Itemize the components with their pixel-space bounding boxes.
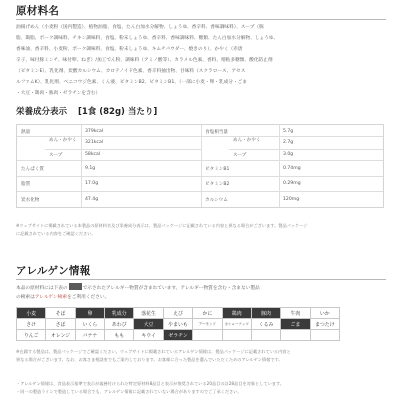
nutrition-value: 321kcal (85, 140, 104, 145)
allergen-cell: いか (310, 308, 339, 319)
nutrition-value: 58kcal (85, 152, 101, 157)
allergen-heading: アレルゲン情報 (16, 265, 91, 277)
allergen-cell-empty (222, 330, 251, 341)
nutrition-value: 2.7g (283, 140, 294, 145)
ingredients-line: 脂、鶏脂、ポーク調味料、チキン調味料、食塩、粉末しょうゆ、香辛料、香味調味料、糖類、たん白加水分解物、しょうゆ、 (16, 36, 279, 41)
ingredients-text (16, 22, 384, 99)
allergen-legend-swatch (69, 283, 82, 290)
allergen-cell: キウイ (134, 330, 163, 341)
nutrition-value: 47.4g (85, 197, 99, 202)
allergen-cell: 豚肉 (251, 308, 280, 319)
nutrition-value: 379kcal (85, 129, 104, 134)
allergen-note (16, 348, 384, 363)
ingredients-line: 香味油、香辛料、小麦粉、ポーク調味料、食塩、粉末しょうゆ、キムチパウダー、焼きのり）、かやく（赤唐 (16, 47, 243, 52)
ingredients-line: 油揚げめん（小麦粉（国内製造）、植物油脂、食塩、たん白加水分解物、しょうゆ、香辛料、香味調味料）、スープ（豚 (16, 25, 264, 30)
allergen-description: 本品の原材料には下表の で示されたアレルギー物質が含まれています。アレルギー物質を含む・含まない製品 の検索はアレルゲン検索をご利用ください。 (16, 283, 386, 302)
nutrition-sublabel: スープ (49, 153, 63, 158)
allergen-row (17, 319, 340, 330)
allergen-cell-empty (281, 330, 310, 341)
allergen-cell: 落花生 (134, 308, 163, 319)
allergen-cell: えび (163, 308, 192, 319)
allergen-cell: 鶏肉 (222, 308, 251, 319)
nutrition-value: 17.0g (85, 181, 99, 186)
nutrition-value: 0.29mg (283, 181, 301, 186)
allergen-cell: やまいも (163, 319, 192, 330)
nutrition-value: 9.1g (85, 166, 96, 171)
nutrition-table (16, 124, 384, 208)
allergen-cell: オレンジ (46, 330, 75, 341)
allergen-cell: あわび (105, 319, 134, 330)
allergen-cell-empty (193, 330, 222, 341)
allergen-cell: 乳成分 (105, 308, 134, 319)
allergen-note-line: ・アレルゲン情報は、食品表示基準で表示が義務付けられた特定原材料8品目と表示が推奨されている20品目の計28品目を対象としています。 (16, 381, 284, 386)
nutrition-label: ビタミンB1 (205, 167, 230, 172)
allergen-cell: いくら (75, 319, 104, 330)
allergen-cell: もも (105, 330, 134, 341)
nutrition-label: 食塩相当量 (205, 130, 228, 135)
nutrition-sublabel: めん・かやく (233, 138, 261, 143)
nutrition-label: たんぱく質 (21, 167, 44, 172)
allergen-note-line: ※在籍する製品は、製品パッケージでご確認ください。ウェブサイトに掲載されているアレルゲン情報は、製品パッケージに記載されている内容と (16, 349, 291, 354)
allergen-cell: まつたけ (310, 319, 339, 330)
nutrition-label: 熱量 (21, 130, 31, 135)
nutrition-heading-row (16, 105, 157, 117)
nutrition-note (16, 222, 384, 237)
ingredients-divider (16, 19, 386, 20)
nutrition-label: 炭水化物 (21, 198, 40, 203)
nutrition-note-line: に記載されている内容をご確認ください。 (16, 230, 96, 236)
allergen-cell: さば (46, 319, 75, 330)
nutrition-sublabel: スープ (233, 153, 247, 158)
nutrition-value: 5.7g (283, 129, 294, 134)
allergen-cell: かに (193, 308, 222, 319)
allergen-table (16, 307, 340, 341)
allergen-cell: くるみ (251, 319, 280, 330)
allergen-cell: そば (46, 308, 75, 319)
nutrition-sublabel: めん・かやく (49, 138, 77, 143)
nutrition-note-line: ※ウェブサイトに掲載されている本製品の原材料名及び栄養成分表示は、製品パッケージに記載されている内容と異なる場合がございます。製品パッケージ (16, 223, 308, 228)
nutrition-label: ビタミンB2 (205, 182, 230, 187)
nutrition-label: 脂質 (21, 182, 31, 187)
ingredients-line: ルファムK）、乳化剤、ベニコウジ色素、くん液、ビタミンB2、ビタミンB1、（一部に小麦・卵・乳成分・ごま (16, 80, 248, 85)
allergen-cell: ごま (281, 319, 310, 330)
allergen-cell: 大豆 (134, 319, 163, 330)
allergen-cell: 卵 (75, 308, 104, 319)
allergen-search-link[interactable]: アレルゲン検索 (34, 295, 68, 300)
allergen-cell: りんご (17, 330, 46, 341)
allergen-cell: アーモンド (193, 319, 222, 330)
allergen-cell-empty (310, 330, 339, 341)
allergen-cell: バナナ (75, 330, 104, 341)
nutrition-value: 120mg (283, 197, 300, 202)
nutrition-value: 0.74mg (283, 166, 301, 171)
ingredients-heading: 原材料名 (16, 5, 60, 17)
allergen-cell: 牛肉 (281, 308, 310, 319)
nutrition-heading: 栄養成分表示 (16, 107, 68, 117)
ingredients-line: （ビタミンE）、乳化剤、炭酸カルシウム、カロテノイド色素、香辛料抽出物、甘味料（スクラロース、アセス (16, 69, 246, 74)
allergen-cell-empty (251, 330, 280, 341)
allergen-cell: ゼラチン (163, 330, 192, 341)
allergen-scope-note (16, 380, 384, 395)
allergen-cell: 小麦 (17, 308, 46, 319)
ingredients-line: ・大豆・鶏肉・豚肉・ゼラチンを含む） (16, 91, 101, 96)
ingredients-line: 辛子、味付豚ミンチ、味付卵、ねぎ）/加工でん粉、調味料（アミノ酸等）、カラメル色素、香料、増粘多糖類、酸化防止剤 (16, 58, 273, 63)
allergen-note-line: 異なる場合がございます。なお、お客さま相談室でもご案内しております。お客様に合った製品を選んでいただくためのアレルゲン情報です。 (16, 356, 283, 362)
allergen-row (17, 308, 340, 319)
allergen-row (17, 330, 340, 341)
allergen-cell: カシューナッツ (222, 319, 251, 330)
nutrition-label: カルシウム (205, 198, 228, 203)
nutrition-serving: [1食 (82g) 当たり] (77, 107, 158, 117)
nutrition-value: 3.0g (283, 152, 294, 157)
allergen-divider (16, 279, 386, 280)
allergen-cell: さけ (17, 319, 46, 330)
allergen-note-line: ・同一の製造ラインで製造している場合でも、アレルゲン情報に記載されていない場合がありますのでご了承ください。 (16, 388, 242, 394)
